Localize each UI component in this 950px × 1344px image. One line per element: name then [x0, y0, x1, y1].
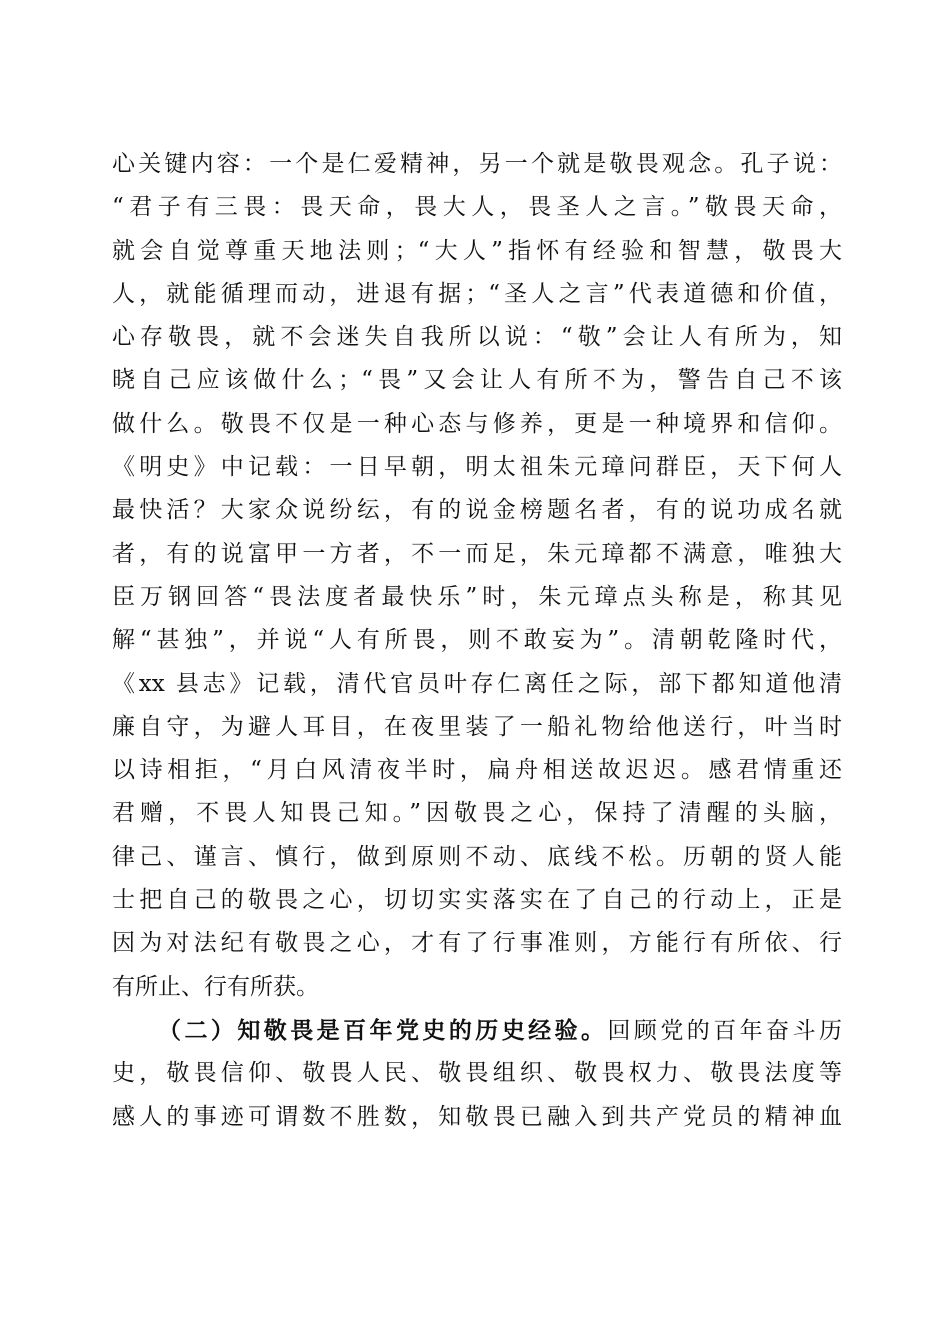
- text-line: 心关键内容：一个是仁爱精神，另一个就是敬畏观念。孔子说：: [112, 151, 842, 177]
- text-line: 士把自己的敬畏之心，切切实实落实在了自己的行动上，正是: [112, 887, 842, 914]
- section-heading: （二）知敬畏是百年党史的历史经验。: [158, 1016, 608, 1044]
- text-line-rest: 回顾党的百年奋斗历: [607, 1017, 843, 1044]
- text-line: 最快活？大家众说纷纭，有的说金榜题名者，有的说功成名就: [112, 497, 842, 524]
- body-text: [112, 143, 842, 1139]
- text-line: 君赠，不畏人知畏己知。”因敬畏之心，保持了清醒的头脑，: [112, 800, 842, 827]
- text-line: 做什么。敬畏不仅是一种心态与修养，更是一种境界和信仰。: [112, 410, 842, 437]
- text-line: 感人的事迹可谓数不胜数，知敬畏已融入到共产党员的精神血: [112, 1103, 842, 1130]
- text-line: 解“甚独”，并说“人有所畏，则不敢妄为”。清朝乾隆时代，: [112, 627, 842, 654]
- section-heading-line: [112, 1009, 842, 1052]
- text-line: 晓自己应该做什么；“畏”又会让人有所不为，警告自己不该: [112, 367, 842, 394]
- text-line: 律己、谨言、慎行，做到原则不动、底线不松。历朝的贤人能: [112, 843, 842, 870]
- text-line: 《xx 县志》记载，清代官员叶存仁离任之际，部下都知道他清: [112, 670, 842, 697]
- text-line: 《明史》中记载：一日早朝，明太祖朱元璋问群臣，天下何人: [112, 454, 842, 481]
- text-line: “君子有三畏：畏天命，畏大人，畏圣人之言。”敬畏天命，: [112, 194, 842, 221]
- text-line: 臣万钢回答“畏法度者最快乐”时，朱元璋点头称是，称其见: [112, 583, 842, 610]
- text-line: 因为对法纪有敬畏之心，才有了行事准则，方能行有所依、行: [112, 930, 842, 957]
- text-line: 有所止、行有所获。: [112, 973, 319, 1000]
- text-line: 廉自守，为避人耳目，在夜里装了一船礼物给他送行，叶当时: [112, 713, 842, 740]
- text-line: 史，敬畏信仰、敬畏人民、敬畏组织、敬畏权力、敬畏法度等: [112, 1060, 842, 1087]
- text-line: 以诗相拒，“月白风清夜半时，扁舟相送故迟迟。感君情重还: [112, 757, 842, 784]
- text-line: 者，有的说富甲一方者，不一而足，朱元璋都不满意，唯独大: [112, 540, 842, 567]
- text-line: 人，就能循理而动，进退有据；“圣人之言”代表道德和价值，: [112, 280, 842, 307]
- text-line: 心存敬畏，就不会迷失自我所以说：“敬”会让人有所为，知: [112, 324, 842, 351]
- text-line: 就会自觉尊重天地法则；“大人”指怀有经验和智慧，敬畏大: [112, 237, 842, 264]
